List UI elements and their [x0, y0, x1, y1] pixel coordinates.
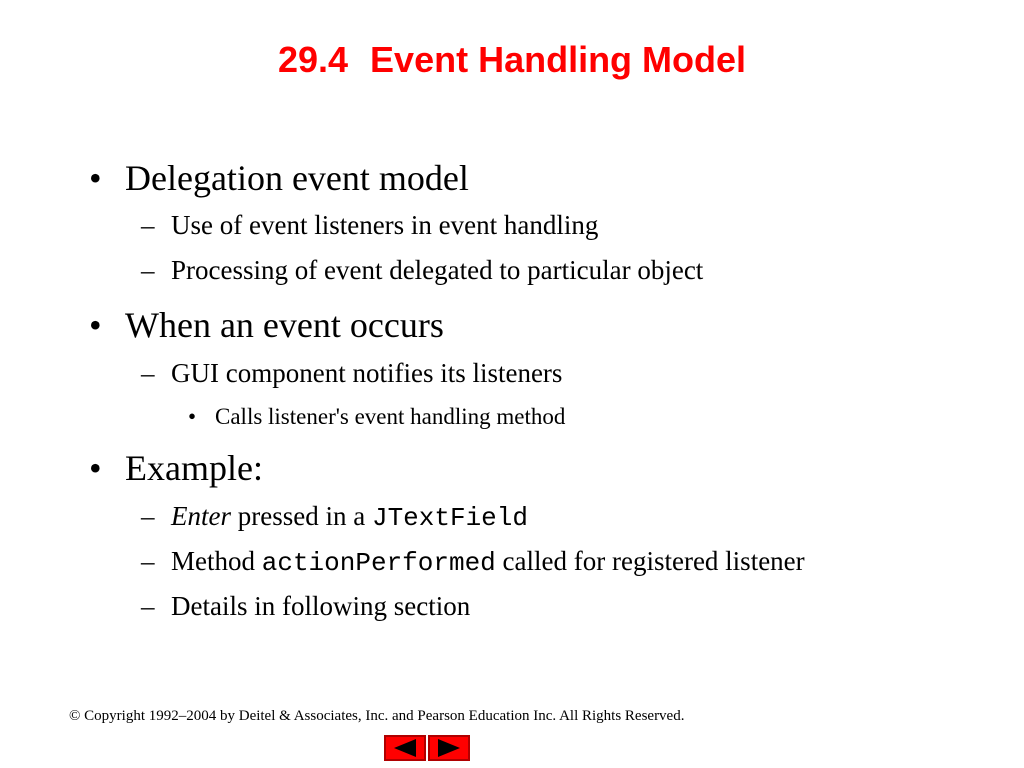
dash-marker: – — [141, 546, 155, 576]
slide-title — [0, 38, 1024, 81]
sub-sub-bullet-item — [188, 404, 566, 429]
bullet-marker: • — [89, 158, 102, 198]
sub-bullet-text: Method — [171, 546, 262, 576]
dash-marker: – — [141, 255, 155, 285]
sub-bullet-item — [141, 546, 805, 578]
dash-marker: – — [141, 591, 155, 621]
left-arrow-icon — [386, 737, 424, 759]
sub-bullet-item — [141, 358, 563, 388]
bullet-item — [89, 158, 469, 198]
dash-marker: – — [141, 358, 155, 388]
sub-bullet-text: Details in following section — [171, 591, 471, 621]
bullet-marker: • — [89, 305, 102, 345]
bullet-text: When an event occurs — [125, 305, 444, 345]
bullet-marker: • — [89, 448, 102, 488]
code-method-name: actionPerformed — [261, 548, 496, 578]
code-class-name: JTextField — [371, 503, 528, 533]
bullet-text: Example: — [125, 448, 263, 488]
sub-bullet-item — [141, 591, 471, 621]
sub-bullet-item — [141, 210, 599, 240]
section-number: 29.4 — [277, 39, 349, 80]
sub-sub-bullet-text: Calls listener's event handling method — [215, 404, 566, 429]
sub-bullet-text: pressed in a — [231, 501, 372, 531]
copyright-footer: © Copyright 1992–2004 by Deitel & Associates, Inc. and Pearson Education Inc. All Rights Reserved. — [69, 708, 685, 724]
sub-bullet-text-after: called for registered listener — [495, 546, 805, 576]
italic-key-name: Enter — [171, 501, 231, 531]
bullet-item — [89, 305, 444, 345]
next-slide-button[interactable] — [428, 735, 470, 761]
title-text: Event Handling Model — [370, 39, 747, 80]
right-arrow-icon — [430, 737, 468, 759]
prev-slide-button[interactable] — [384, 735, 426, 761]
bullet-marker: • — [188, 404, 197, 429]
bullet-item — [89, 448, 263, 488]
dash-marker: – — [141, 210, 155, 240]
sub-bullet-item — [141, 501, 528, 533]
dash-marker: – — [141, 501, 155, 531]
sub-bullet-text: Use of event listeners in event handling — [171, 210, 599, 240]
sub-bullet-text: Processing of event delegated to particular object — [171, 255, 704, 285]
bullet-text: Delegation event model — [125, 158, 469, 198]
sub-bullet-item — [141, 255, 704, 285]
sub-bullet-text: GUI component notifies its listeners — [171, 358, 563, 388]
